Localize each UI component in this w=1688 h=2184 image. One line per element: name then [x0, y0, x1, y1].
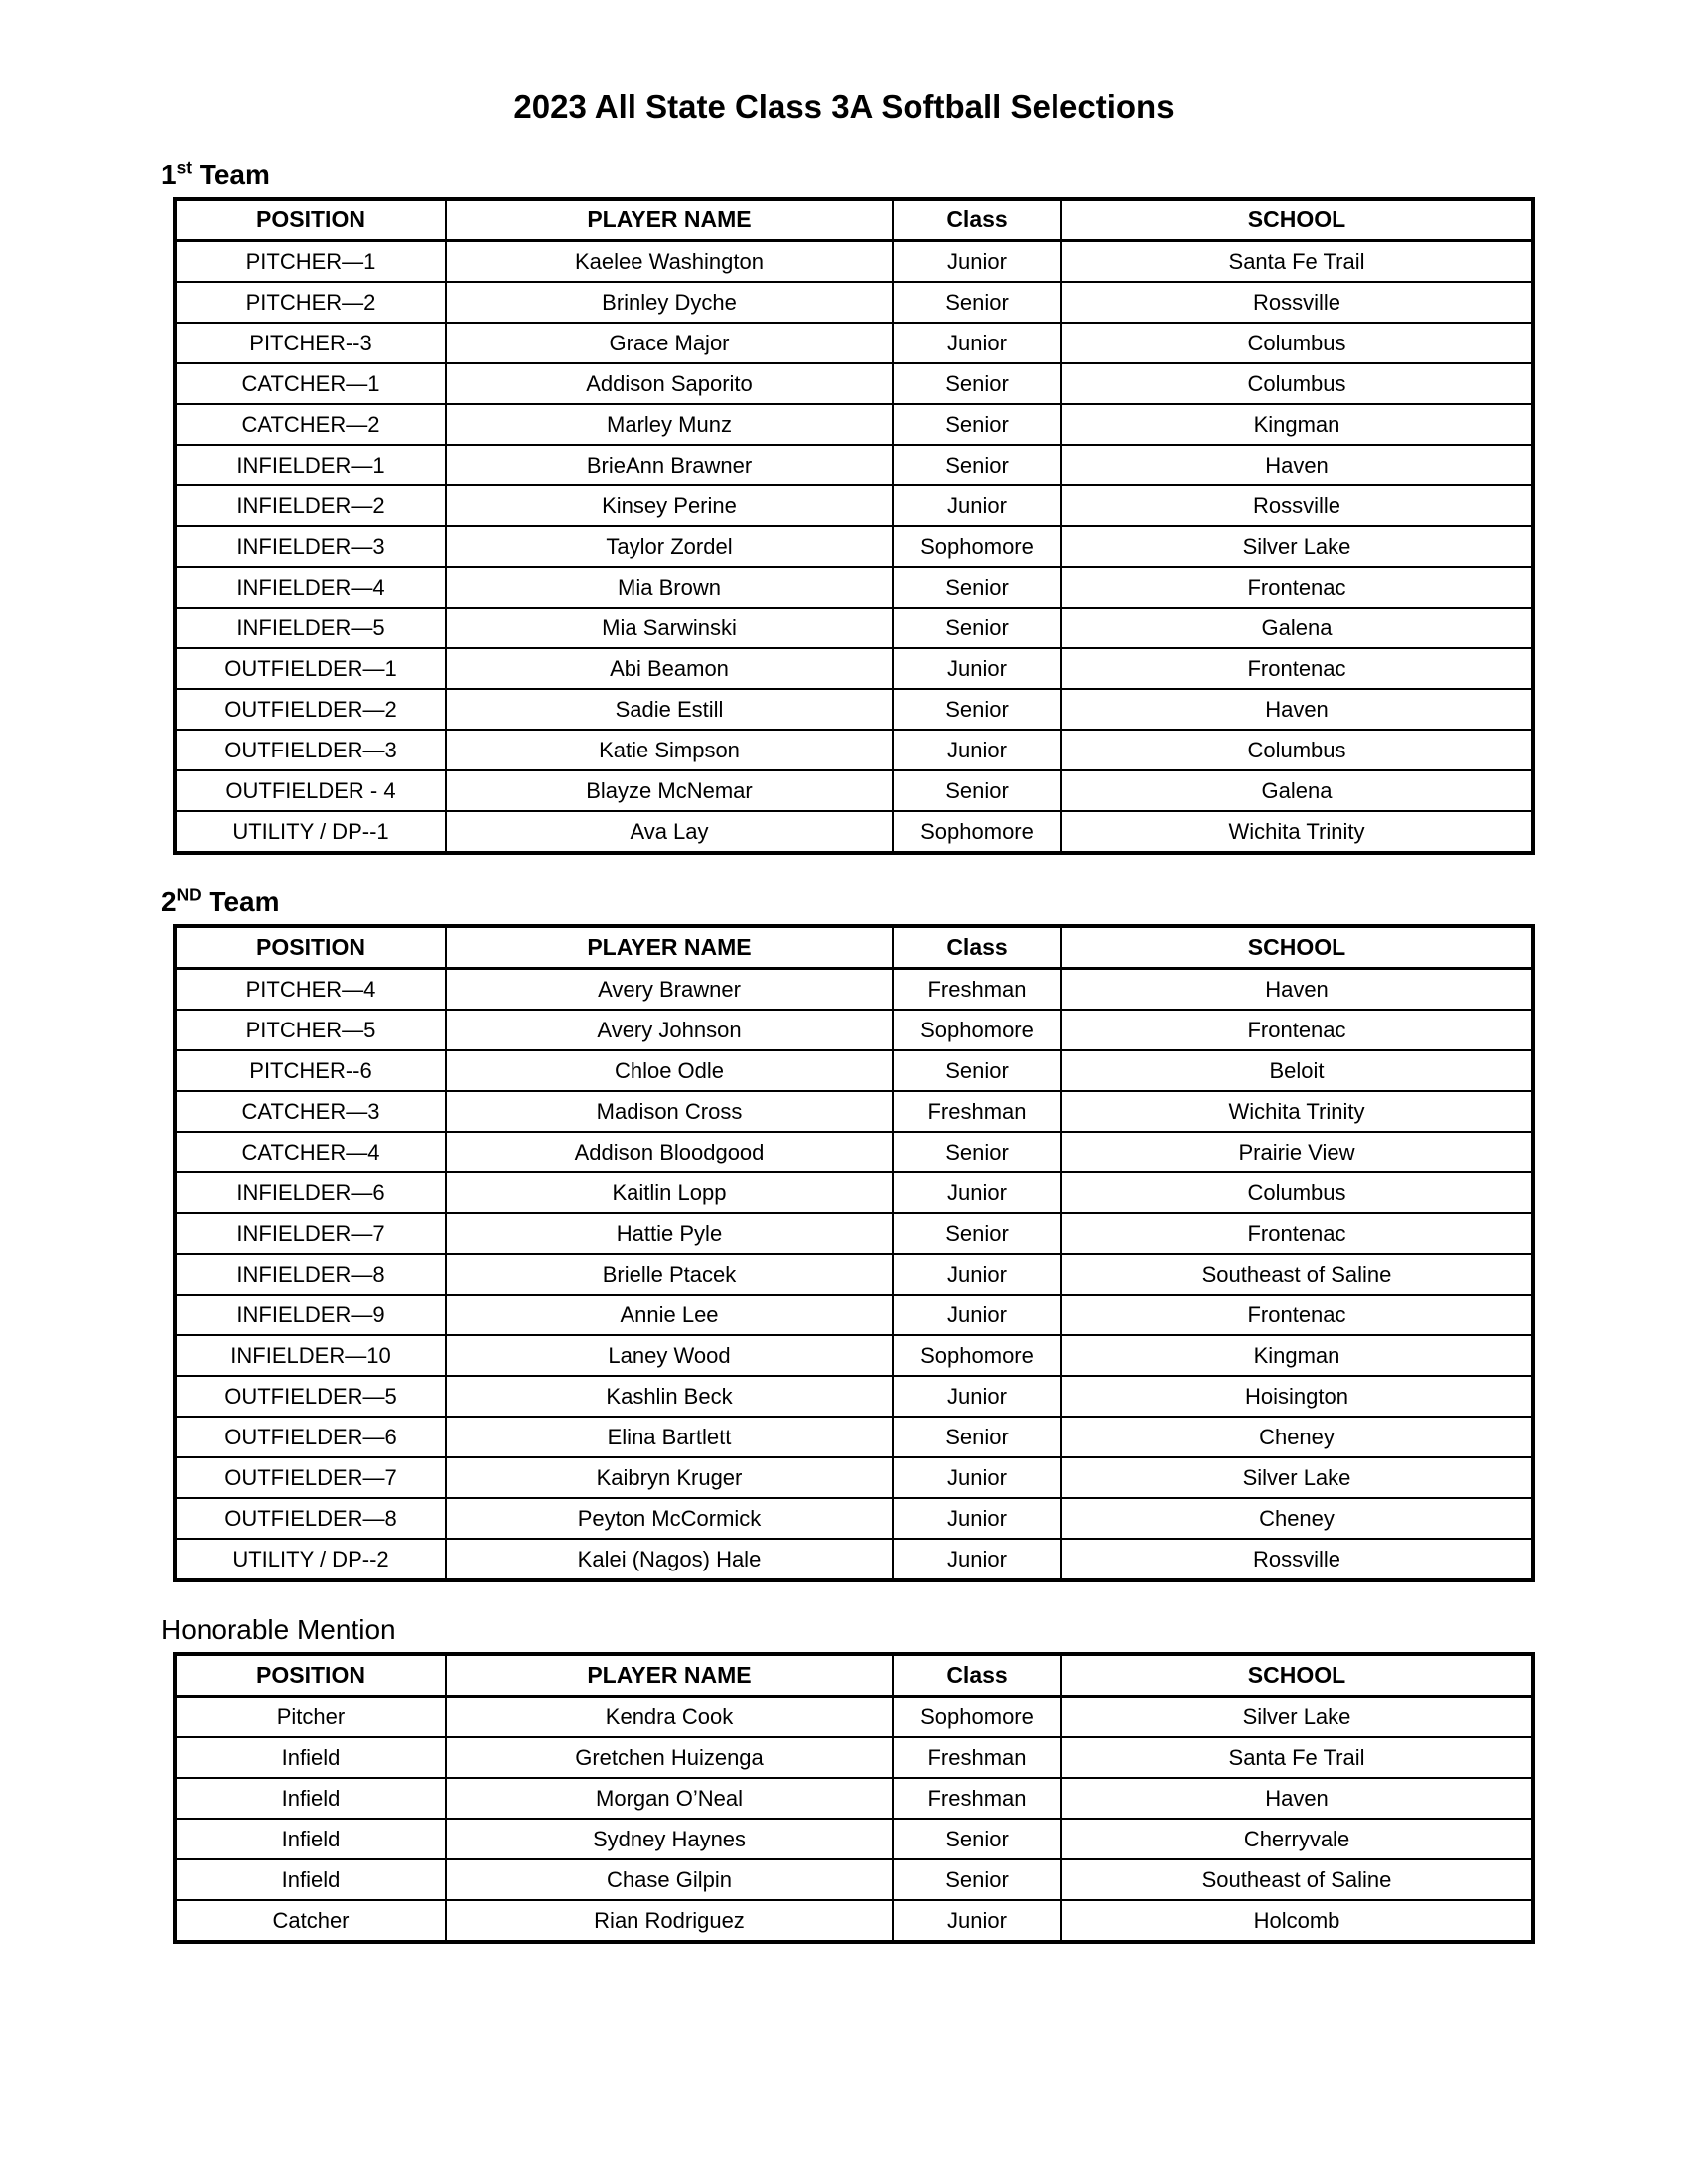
cell-position: Infield	[175, 1778, 446, 1819]
table-row	[175, 526, 1533, 567]
cell-class: Senior	[893, 1859, 1061, 1900]
column-header-player-name: PLAYER NAME	[446, 1654, 893, 1697]
cell-player-name: Grace Major	[446, 323, 893, 363]
cell-player-name: Addison Saporito	[446, 363, 893, 404]
cell-school: Cheney	[1061, 1498, 1533, 1539]
cell-position: CATCHER—2	[175, 404, 446, 445]
cell-school: Kingman	[1061, 404, 1533, 445]
cell-position: OUTFIELDER—5	[175, 1376, 446, 1417]
cell-class: Junior	[893, 1498, 1061, 1539]
cell-position: CATCHER—3	[175, 1091, 446, 1132]
cell-school: Frontenac	[1061, 648, 1533, 689]
cell-class: Senior	[893, 1819, 1061, 1859]
cell-school: Prairie View	[1061, 1132, 1533, 1172]
cell-class: Sophomore	[893, 1697, 1061, 1738]
table-row	[175, 1498, 1533, 1539]
table-row	[175, 811, 1533, 853]
cell-school: Holcomb	[1061, 1900, 1533, 1942]
column-header-position: POSITION	[175, 1654, 446, 1697]
cell-player-name: Mia Sarwinski	[446, 608, 893, 648]
table-row	[175, 1376, 1533, 1417]
cell-school: Frontenac	[1061, 1213, 1533, 1254]
cell-player-name: Kendra Cook	[446, 1697, 893, 1738]
cell-school: Kingman	[1061, 1335, 1533, 1376]
cell-position: PITCHER—1	[175, 241, 446, 283]
cell-class: Junior	[893, 648, 1061, 689]
table-row	[175, 648, 1533, 689]
honorable-mention-table	[173, 1652, 1535, 1944]
cell-school: Hoisington	[1061, 1376, 1533, 1417]
cell-player-name: Kaitlin Lopp	[446, 1172, 893, 1213]
cell-school: Cherryvale	[1061, 1819, 1533, 1859]
table-row	[175, 969, 1533, 1011]
cell-position: INFIELDER—8	[175, 1254, 446, 1295]
table-row	[175, 1859, 1533, 1900]
table-row	[175, 404, 1533, 445]
cell-player-name: Kashlin Beck	[446, 1376, 893, 1417]
cell-school: Cheney	[1061, 1417, 1533, 1457]
cell-position: OUTFIELDER—2	[175, 689, 446, 730]
cell-class: Sophomore	[893, 526, 1061, 567]
table-row	[175, 485, 1533, 526]
cell-player-name: Hattie Pyle	[446, 1213, 893, 1254]
column-header-position: POSITION	[175, 926, 446, 969]
cell-class: Sophomore	[893, 811, 1061, 853]
cell-school: Haven	[1061, 445, 1533, 485]
cell-class: Sophomore	[893, 1335, 1061, 1376]
cell-player-name: Abi Beamon	[446, 648, 893, 689]
cell-player-name: Gretchen Huizenga	[446, 1737, 893, 1778]
second-team-table	[173, 924, 1535, 1582]
cell-class: Junior	[893, 485, 1061, 526]
cell-position: PITCHER--3	[175, 323, 446, 363]
cell-player-name: Kinsey Perine	[446, 485, 893, 526]
cell-player-name: Madison Cross	[446, 1091, 893, 1132]
cell-class: Junior	[893, 1295, 1061, 1335]
cell-player-name: Chase Gilpin	[446, 1859, 893, 1900]
table-row	[175, 689, 1533, 730]
cell-class: Junior	[893, 1254, 1061, 1295]
cell-school: Haven	[1061, 1778, 1533, 1819]
cell-player-name: Marley Munz	[446, 404, 893, 445]
cell-player-name: Ava Lay	[446, 811, 893, 853]
heading-text: Team	[192, 159, 270, 190]
table-row	[175, 363, 1533, 404]
cell-position: INFIELDER—6	[175, 1172, 446, 1213]
cell-player-name: Chloe Odle	[446, 1050, 893, 1091]
cell-player-name: Laney Wood	[446, 1335, 893, 1376]
column-header-school: SCHOOL	[1061, 1654, 1533, 1697]
heading-text: 2	[161, 887, 177, 917]
cell-class: Senior	[893, 445, 1061, 485]
column-header-class: Class	[893, 199, 1061, 241]
cell-player-name: Sydney Haynes	[446, 1819, 893, 1859]
cell-player-name: Kaelee Washington	[446, 241, 893, 283]
cell-class: Junior	[893, 1172, 1061, 1213]
cell-player-name: Peyton McCormick	[446, 1498, 893, 1539]
cell-position: OUTFIELDER - 4	[175, 770, 446, 811]
cell-position: INFIELDER—10	[175, 1335, 446, 1376]
table-row	[175, 1417, 1533, 1457]
cell-class: Senior	[893, 770, 1061, 811]
cell-position: INFIELDER—7	[175, 1213, 446, 1254]
column-header-player-name: PLAYER NAME	[446, 199, 893, 241]
cell-class: Senior	[893, 363, 1061, 404]
cell-class: Junior	[893, 1900, 1061, 1942]
table-row	[175, 1172, 1533, 1213]
column-header-class: Class	[893, 1654, 1061, 1697]
cell-school: Southeast of Saline	[1061, 1859, 1533, 1900]
cell-position: UTILITY / DP--2	[175, 1539, 446, 1580]
cell-class: Junior	[893, 1539, 1061, 1580]
table-row	[175, 1900, 1533, 1942]
cell-position: PITCHER—5	[175, 1010, 446, 1050]
cell-position: INFIELDER—3	[175, 526, 446, 567]
ordinal-superscript: st	[176, 157, 193, 178]
cell-position: INFIELDER—1	[175, 445, 446, 485]
document-title: 2023 All State Class 3A Softball Selections	[513, 88, 1175, 125]
cell-class: Senior	[893, 404, 1061, 445]
table-header-row	[175, 1654, 1533, 1697]
table-row	[175, 1295, 1533, 1335]
column-header-player-name: PLAYER NAME	[446, 926, 893, 969]
cell-position: OUTFIELDER—7	[175, 1457, 446, 1498]
table-row	[175, 241, 1533, 283]
cell-school: Rossville	[1061, 1539, 1533, 1580]
cell-player-name: Brielle Ptacek	[446, 1254, 893, 1295]
table-row	[175, 445, 1533, 485]
cell-class: Senior	[893, 1132, 1061, 1172]
column-header-school: SCHOOL	[1061, 926, 1533, 969]
table-row	[175, 1254, 1533, 1295]
cell-position: Catcher	[175, 1900, 446, 1942]
cell-position: CATCHER—4	[175, 1132, 446, 1172]
cell-class: Junior	[893, 1457, 1061, 1498]
table-row	[175, 567, 1533, 608]
cell-position: OUTFIELDER—3	[175, 730, 446, 770]
cell-school: Santa Fe Trail	[1061, 1737, 1533, 1778]
cell-school: Frontenac	[1061, 1295, 1533, 1335]
cell-position: Pitcher	[175, 1697, 446, 1738]
cell-position: PITCHER—2	[175, 282, 446, 323]
table-header-row	[175, 926, 1533, 969]
table-row	[175, 1737, 1533, 1778]
table-row	[175, 1050, 1533, 1091]
cell-player-name: Rian Rodriguez	[446, 1900, 893, 1942]
cell-class: Senior	[893, 1050, 1061, 1091]
ordinal-superscript: ND	[176, 885, 202, 905]
cell-school: Columbus	[1061, 730, 1533, 770]
cell-class: Sophomore	[893, 1010, 1061, 1050]
table-header-row	[175, 199, 1533, 241]
cell-player-name: Mia Brown	[446, 567, 893, 608]
first-team-table	[173, 197, 1535, 855]
cell-player-name: Morgan O’Neal	[446, 1778, 893, 1819]
cell-position: Infield	[175, 1737, 446, 1778]
table-row	[175, 1335, 1533, 1376]
cell-player-name: Avery Johnson	[446, 1010, 893, 1050]
cell-position: INFIELDER—2	[175, 485, 446, 526]
cell-school: Galena	[1061, 770, 1533, 811]
cell-school: Silver Lake	[1061, 1697, 1533, 1738]
cell-player-name: Annie Lee	[446, 1295, 893, 1335]
heading-text: Honorable Mention	[161, 1614, 396, 1645]
cell-player-name: Taylor Zordel	[446, 526, 893, 567]
table-row	[175, 1213, 1533, 1254]
cell-class: Senior	[893, 282, 1061, 323]
cell-school: Frontenac	[1061, 1010, 1533, 1050]
cell-position: PITCHER—4	[175, 969, 446, 1011]
table-row	[175, 1819, 1533, 1859]
cell-position: INFIELDER—9	[175, 1295, 446, 1335]
cell-class: Freshman	[893, 1737, 1061, 1778]
cell-player-name: Katie Simpson	[446, 730, 893, 770]
section-heading-first-team	[161, 157, 1688, 193]
cell-position: INFIELDER—5	[175, 608, 446, 648]
cell-position: CATCHER—1	[175, 363, 446, 404]
cell-school: Columbus	[1061, 363, 1533, 404]
cell-player-name: Kaibryn Kruger	[446, 1457, 893, 1498]
cell-school: Columbus	[1061, 1172, 1533, 1213]
cell-class: Senior	[893, 608, 1061, 648]
cell-school: Columbus	[1061, 323, 1533, 363]
cell-class: Senior	[893, 1213, 1061, 1254]
cell-school: Silver Lake	[1061, 1457, 1533, 1498]
cell-player-name: Addison Bloodgood	[446, 1132, 893, 1172]
column-header-class: Class	[893, 926, 1061, 969]
table-row	[175, 1132, 1533, 1172]
cell-position: OUTFIELDER—8	[175, 1498, 446, 1539]
cell-player-name: Brinley Dyche	[446, 282, 893, 323]
cell-school: Haven	[1061, 689, 1533, 730]
cell-player-name: BrieAnn Brawner	[446, 445, 893, 485]
cell-school: Rossville	[1061, 485, 1533, 526]
cell-school: Santa Fe Trail	[1061, 241, 1533, 283]
cell-school: Galena	[1061, 608, 1533, 648]
cell-class: Junior	[893, 241, 1061, 283]
table-row	[175, 1539, 1533, 1580]
cell-position: PITCHER--6	[175, 1050, 446, 1091]
cell-school: Rossville	[1061, 282, 1533, 323]
cell-player-name: Sadie Estill	[446, 689, 893, 730]
table-row	[175, 1457, 1533, 1498]
table-row	[175, 1697, 1533, 1738]
table-row	[175, 770, 1533, 811]
cell-class: Junior	[893, 1376, 1061, 1417]
cell-school: Wichita Trinity	[1061, 811, 1533, 853]
cell-player-name: Kalei (Nagos) Hale	[446, 1539, 893, 1580]
cell-school: Frontenac	[1061, 567, 1533, 608]
cell-player-name: Blayze McNemar	[446, 770, 893, 811]
cell-school: Haven	[1061, 969, 1533, 1011]
cell-school: Beloit	[1061, 1050, 1533, 1091]
table-row	[175, 730, 1533, 770]
cell-position: Infield	[175, 1819, 446, 1859]
table-row	[175, 323, 1533, 363]
column-header-school: SCHOOL	[1061, 199, 1533, 241]
cell-class: Senior	[893, 567, 1061, 608]
cell-position: UTILITY / DP--1	[175, 811, 446, 853]
table-row	[175, 1010, 1533, 1050]
cell-class: Freshman	[893, 1091, 1061, 1132]
cell-position: Infield	[175, 1859, 446, 1900]
table-row	[175, 1778, 1533, 1819]
cell-school: Silver Lake	[1061, 526, 1533, 567]
cell-position: OUTFIELDER—6	[175, 1417, 446, 1457]
cell-position: INFIELDER—4	[175, 567, 446, 608]
section-heading-honorable-mention	[161, 1612, 1688, 1648]
table-row	[175, 1091, 1533, 1132]
cell-class: Freshman	[893, 1778, 1061, 1819]
cell-class: Senior	[893, 689, 1061, 730]
cell-class: Freshman	[893, 969, 1061, 1011]
heading-text: Team	[201, 887, 280, 917]
cell-class: Junior	[893, 730, 1061, 770]
cell-class: Junior	[893, 323, 1061, 363]
table-row	[175, 608, 1533, 648]
table-row	[175, 282, 1533, 323]
section-heading-second-team	[161, 885, 1688, 920]
cell-player-name: Elina Bartlett	[446, 1417, 893, 1457]
cell-school: Wichita Trinity	[1061, 1091, 1533, 1132]
heading-text: 1	[161, 159, 177, 190]
cell-player-name: Avery Brawner	[446, 969, 893, 1011]
cell-school: Southeast of Saline	[1061, 1254, 1533, 1295]
cell-class: Senior	[893, 1417, 1061, 1457]
cell-position: OUTFIELDER—1	[175, 648, 446, 689]
column-header-position: POSITION	[175, 199, 446, 241]
